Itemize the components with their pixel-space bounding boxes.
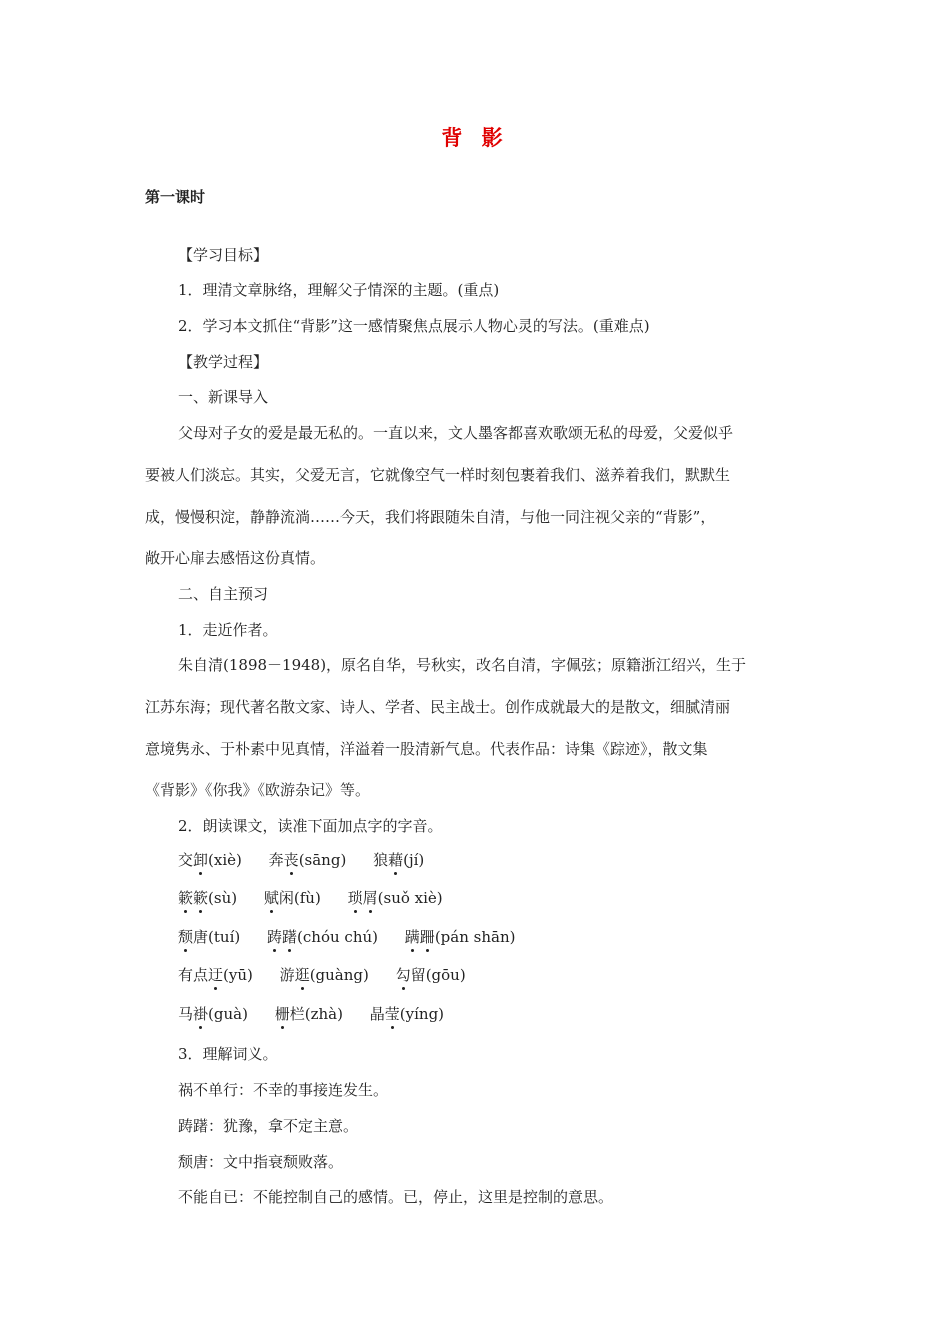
item-1: 1．走近作者。 <box>178 621 278 639</box>
author-line-1: 朱自清(1898－1948)，原名自华，号秋实，改名自清，字佩弦；原籍浙江绍兴，生于 <box>178 656 747 674</box>
pinyin-row-5: 马褂(guà) 栅栏(zhà) 晶莹(yíng) <box>178 1005 445 1023</box>
dotted-char: 迂 <box>208 966 224 984</box>
goal-2: 2．学习本文抓住“背影”这一感情聚焦点展示人物心灵的写法。(重难点) <box>178 317 650 335</box>
definition-1: 祸不单行：不幸的事接连发生。 <box>178 1081 389 1099</box>
pinyin-row-1: 交卸(xiè) 奔丧(sāng) 狼藉(jí) <box>178 851 425 869</box>
intro-line-1: 父母对子女的爱是最无私的。一直以来，文人墨客都喜欢歌颂无私的母爱，父爱似乎 <box>178 424 734 442</box>
item-3: 3．理解词义。 <box>178 1045 278 1063</box>
pinyin-row-4: 有点迂(yū) 游逛(guàng) 勾留(gōu) <box>178 966 466 984</box>
author-line-2: 江苏东海；现代著名散文家、诗人、学者、民主战士。创作成就最大的是散文，细腻清丽 <box>145 698 731 716</box>
dotted-char: 逛 <box>294 966 310 984</box>
dotted-char: 蹒 <box>404 928 420 946</box>
pinyin-row-2: 簌簌(sù) 赋闲(fù) 琐屑(suǒ xiè) <box>178 889 443 907</box>
dotted-char: 栅 <box>274 1005 290 1023</box>
dotted-char: 跚 <box>419 928 435 946</box>
intro-line-2: 要被人们淡忘。其实，父爱无言，它就像空气一样时刻包裹着我们、滋养着我们，默默生 <box>145 466 731 484</box>
definition-2: 踌躇：犹豫，拿不定主意。 <box>178 1117 359 1135</box>
dotted-char: 琐 <box>347 889 363 907</box>
definition-4: 不能自已：不能控制自己的感情。已，停止，这里是控制的意思。 <box>178 1188 614 1206</box>
dotted-char: 屑 <box>362 889 378 907</box>
dotted-char: 簌 <box>193 889 209 907</box>
section-2-heading: 二、自主预习 <box>178 585 269 603</box>
dotted-char: 颓 <box>178 928 194 946</box>
author-line-4: 《背影》《你我》《欧游杂记》等。 <box>145 781 371 799</box>
goals-header: 【学习目标】 <box>178 246 269 264</box>
dotted-char: 藉 <box>388 851 404 869</box>
intro-line-4: 敞开心扉去感悟这份真情。 <box>145 549 326 567</box>
intro-line-3: 成，慢慢积淀，静静流淌……今天，我们将跟随朱自清，与他一同注视父亲的“背影”， <box>145 508 716 526</box>
dotted-char: 赋 <box>263 889 279 907</box>
dotted-char: 勾 <box>395 966 411 984</box>
dotted-char: 躇 <box>282 928 298 946</box>
dotted-char: 丧 <box>283 851 299 869</box>
page-title: 背 影 <box>441 126 509 150</box>
dotted-char: 簌 <box>178 889 194 907</box>
dotted-char: 卸 <box>193 851 209 869</box>
lesson-label: 第一课时 <box>145 188 206 206</box>
definition-3: 颓唐：文中指衰颓败落。 <box>178 1153 344 1171</box>
item-2: 2．朗读课文，读准下面加点字的字音。 <box>178 817 443 835</box>
dotted-char: 踌 <box>267 928 283 946</box>
author-line-3: 意境隽永、于朴素中见真情，洋溢着一股清新气息。代表作品：诗集《踪迹》，散文集 <box>145 740 708 758</box>
section-1-heading: 一、新课导入 <box>178 388 269 406</box>
process-header: 【教学过程】 <box>178 353 269 371</box>
pinyin-row-3: 颓唐(tuí) 踌躇(chóu chú) 蹒跚(pán shān) <box>178 928 516 946</box>
goal-1: 1．理清文章脉络，理解父子情深的主题。(重点) <box>178 281 500 299</box>
dotted-char: 莹 <box>384 1005 400 1023</box>
dotted-char: 褂 <box>193 1005 209 1023</box>
